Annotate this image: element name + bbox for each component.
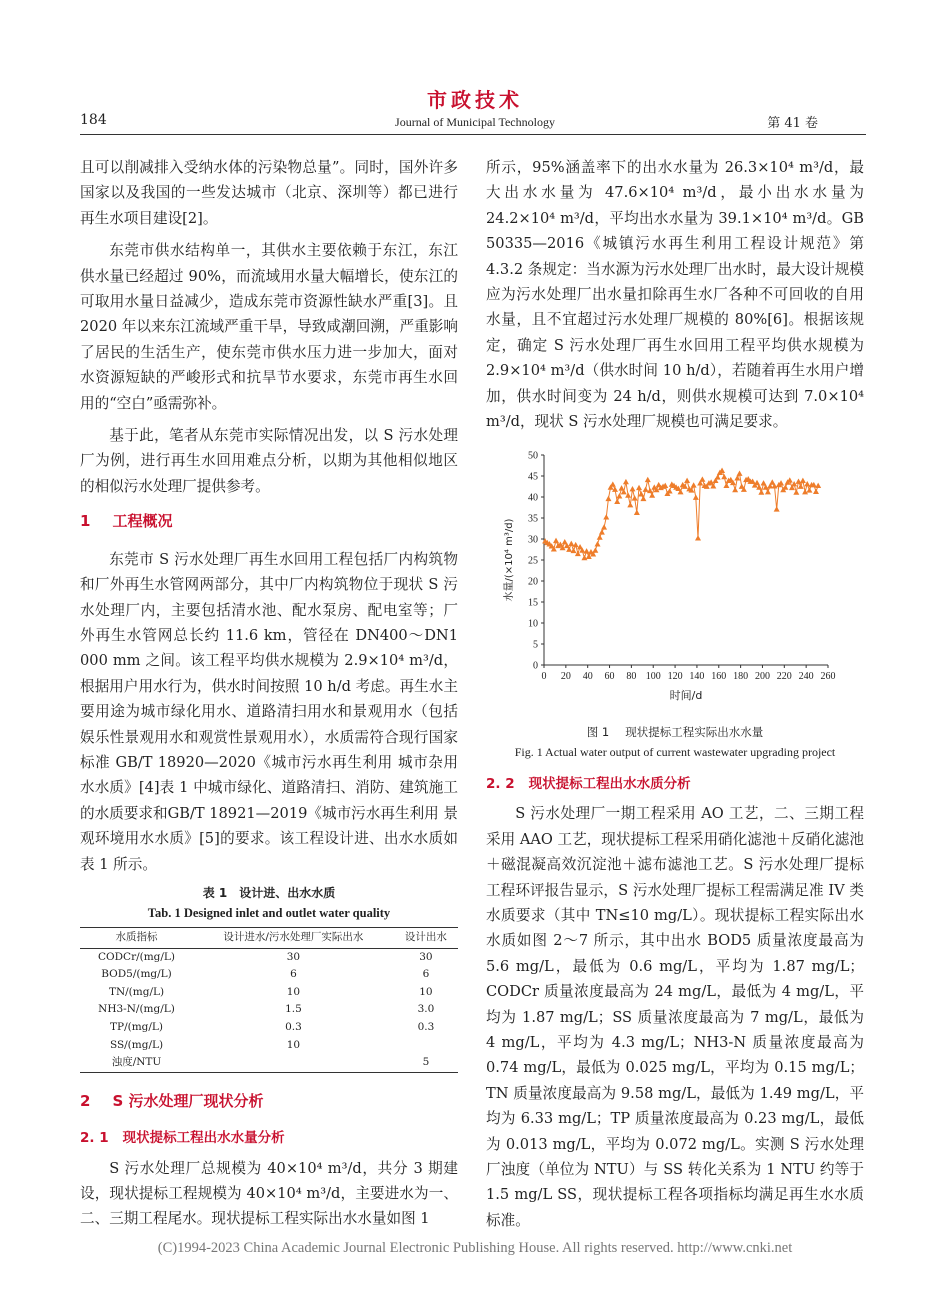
paragraph: 基于此，笔者从东莞市实际情况出发，以 S 污水处理厂为例，进行再生水回用难点分析，以期为其他相似地区的相似污水处理厂提供参考。 xyxy=(80,427,458,495)
section-number: 2 xyxy=(80,1091,91,1110)
table-cell: 1.5 xyxy=(285,1003,302,1016)
y-axis-label: 水量/(×10⁴ m³/d) xyxy=(504,519,515,602)
table-cell: NH3-N/(mg/L) xyxy=(98,1003,175,1016)
section-title: S 污水处理厂现状分析 xyxy=(112,1091,264,1110)
data-point xyxy=(568,541,574,546)
data-point xyxy=(793,490,799,495)
subsection-heading-2-2 xyxy=(486,772,864,797)
y-tick-label: 45 xyxy=(528,471,538,483)
x-tick-label: 120 xyxy=(667,671,683,683)
x-tick-label: 40 xyxy=(582,671,593,683)
table-cell: 10 xyxy=(286,1038,301,1051)
data-point xyxy=(592,548,598,553)
data-point xyxy=(684,478,690,483)
table-row xyxy=(80,948,458,966)
figure-label: 图 1 xyxy=(586,724,610,739)
y-tick-label: 50 xyxy=(528,450,538,462)
table-row xyxy=(80,1019,458,1037)
table-cell: 30 xyxy=(419,950,433,963)
table-cell: BOD5/(mg/L) xyxy=(101,968,172,981)
y-tick-label: 5 xyxy=(533,639,538,651)
table-cell: TN/(mg/L) xyxy=(108,985,165,998)
x-tick-label: 140 xyxy=(689,671,705,683)
subsection-number: 2. 1 xyxy=(80,1130,109,1147)
section-heading-2 xyxy=(80,1089,458,1114)
table-cell: 5 xyxy=(422,1056,430,1069)
x-tick-label: 220 xyxy=(776,671,792,683)
data-point xyxy=(636,485,642,490)
data-point xyxy=(634,510,640,515)
data-point xyxy=(614,499,620,504)
data-point xyxy=(595,542,601,547)
x-tick-label: 80 xyxy=(626,671,637,683)
data-point xyxy=(796,479,802,484)
table-cell: 10 xyxy=(286,985,301,998)
page-number: 184 xyxy=(80,112,107,128)
data-point xyxy=(758,490,764,495)
paragraph: S 污水处理厂一期工程采用 AO 工艺，二、三期工程采用 AAO 工艺，现状提标工程采用硝化滤池＋反硝化滤池＋磁混凝高效沉淀池＋滤布滤池工艺。S 污水处理厂提标工程环评报告显示，S 污水处理厂提标工程需满足准 IV 类水质要求（其中 TN≤10 mg/L）。现状提标工程实际出水水质如图 2～7 所示，其中出水 BOD5 质量浓度最高为 5.6 mg/L，最低为 0.6 mg/L，平均为 1.87 mg/L；CODCr 质量浓度最高为 24 mg/L，最低为 4 mg/L，平均为 1.87 mg/L；SS 质量浓度最高为 7 mg/L，最低为 4 mg/L，平均为 4.3 mg/L；NH3-N 质量浓度最高为 0.74 mg/L，最低为 0.025 mg/L，平均为 0.15 mg/L；TN 质量浓度最高为 9.58 mg/L，最低为 1.49 mg/L，平均为 6.33 mg/L；TP 质量浓度最高为 0.23 mg/L，最低为 0.013 mg/L，平均为 0.072 mg/L。实测 S 污水处理厂浊度（单位为 NTU）与 SS 转化关系为 1 NTU 约等于 1.5 mg/L SS，现状提标工程各项指标均满足再生水水质标准。 xyxy=(486,805,864,1229)
data-point xyxy=(601,525,607,530)
data-point xyxy=(774,507,780,512)
data-point xyxy=(627,502,633,507)
data-point xyxy=(610,482,616,487)
table-cell xyxy=(193,1054,394,1072)
data-point xyxy=(691,483,697,488)
table-row xyxy=(80,984,458,1002)
data-point xyxy=(815,483,821,488)
data-point xyxy=(597,535,603,540)
data-point xyxy=(603,515,609,520)
y-tick-label: 40 xyxy=(528,492,538,504)
section-number: 1 xyxy=(80,512,91,531)
table-cell: 浊度/NTU xyxy=(111,1056,162,1069)
paragraph: 且可以削减排入受纳水体的污染物总量”。同时，国外许多国家以及我国的一些发达城市（北京、深圳等）都已进行再生水项目建设[2]。 xyxy=(80,159,458,227)
y-tick-label: 15 xyxy=(528,597,538,609)
table-header: 设计出水 xyxy=(404,930,447,943)
data-point xyxy=(640,496,646,501)
table-cell: 0.3 xyxy=(285,1020,302,1033)
table-row xyxy=(80,966,458,984)
data-point xyxy=(553,538,559,543)
data-point xyxy=(723,483,729,488)
data-point xyxy=(693,495,699,500)
table-cell: 6 xyxy=(422,968,430,981)
data-point xyxy=(737,471,743,476)
x-tick-label: 240 xyxy=(798,671,814,683)
y-tick-label: 30 xyxy=(528,534,538,546)
data-point xyxy=(605,496,611,501)
paragraph: 东莞市 S 污水处理厂再生水回用工程包括厂内构筑物和厂外再生水管网两部分，其中厂内构筑物位于现状 S 污水处理厂内，主要包括清水池、配水泵房、配电室等；厂外再生水管网总长约 11.6 km，管径在 DN400～DN1 000 mm 之间。该工程平均供水规模为 2.9×10⁴ m³/d，根据用户用水行为，供水时间按照 10 h/d 考虑。再生水主要用途为城市绿化用水、道路清扫用水和景观用水（包括娱乐性景观用水和观赏性景观用水），水质需符合现行国家标准 GB/T 18920—2020《城市污水再生利用 城市杂用水水质》[4]表 1 中城市绿化、道路清扫、消防、建筑施工的水质要求和GB/T 18921—2019《城市污水再生利用 景观环境用水水质》[5]的要求。该工程设计进、出水水质如表 1 所示。 xyxy=(80,550,458,873)
journal-logo: 市政技术 xyxy=(427,88,523,112)
data-point xyxy=(699,477,705,482)
y-tick-label: 10 xyxy=(528,618,538,630)
data-point xyxy=(765,489,771,494)
paragraph: 东莞市供水结构单一，其供水主要依赖于东江，东江供水量已经超过 90%，而流域用水量大幅增长，使东江的可取用水量日益减少，造成东莞市资源性缺水严重[3]。且 2020 年以来东江流域严重干旱，导致咸潮回溯，严重影响了居民的生活生产，使东莞市供水压力进一步加大，面对水资源短缺的严峻形式和抗旱节水要求，东莞市再生水回用的“空白”亟需弥补。 xyxy=(80,242,458,412)
x-tick-label: 60 xyxy=(604,671,615,683)
y-tick-label: 0 xyxy=(533,660,538,672)
figure-caption-text: 现状提标工程实际出水水量 xyxy=(625,724,764,739)
table-row xyxy=(80,1054,458,1072)
table-cell: 6 xyxy=(290,968,297,981)
data-point xyxy=(581,555,587,560)
paragraph: S 污水处理厂总规模为 40×10⁴ m³/d，共分 3 期建设，现状提标工程规模为 40×10⁴ m³/d，主要进水为一、二、三期工程尾水。现状提标工程实际出水水量如图 1 xyxy=(80,1159,458,1228)
x-tick-label: 100 xyxy=(645,671,661,683)
data-point xyxy=(813,489,819,494)
header-rule xyxy=(80,134,866,135)
table-row xyxy=(80,1001,458,1019)
y-tick-label: 35 xyxy=(528,513,538,525)
data-point xyxy=(632,496,638,501)
data-point xyxy=(800,478,806,483)
subsection-title: 现状提标工程出水水质分析 xyxy=(528,775,691,792)
data-point xyxy=(584,549,590,554)
water-output-chart xyxy=(486,443,864,711)
data-point xyxy=(643,487,649,492)
x-tick-label: 180 xyxy=(733,671,749,683)
data-point xyxy=(599,530,605,535)
section-heading-1 xyxy=(80,509,458,534)
table-caption: 表 1 设计进、出水水质 xyxy=(202,885,336,900)
data-point xyxy=(695,536,701,541)
table-cell xyxy=(394,1037,458,1055)
water-quality-table xyxy=(80,927,458,1073)
table-row xyxy=(80,1037,458,1055)
figure-caption xyxy=(486,722,864,742)
table-cell: SS/(mg/L) xyxy=(109,1038,164,1051)
data-point xyxy=(649,493,655,498)
table-cell: CODCr/(mg/L) xyxy=(97,950,176,963)
data-point xyxy=(732,487,738,492)
x-tick-label: 260 xyxy=(820,671,836,683)
table-cell: TP/(mg/L) xyxy=(110,1020,163,1033)
table-cell: 30 xyxy=(286,950,301,963)
copyright-footer: (C)1994-2023 China Academic Journal Electronic Publishing House. All rights reserved. http://www.cnki.net xyxy=(157,1240,793,1256)
data-point xyxy=(715,475,721,480)
table-caption-en: Tab. 1 Designed inlet and outlet water quality xyxy=(147,905,391,920)
table-cell: 10 xyxy=(419,985,433,998)
y-tick-label: 25 xyxy=(528,555,538,567)
subsection-title: 现状提标工程出水水量分析 xyxy=(122,1130,285,1147)
data-point xyxy=(629,486,635,491)
volume-label: 第 41 卷 xyxy=(767,116,818,131)
paragraph: 所示，95%涵盖率下的出水水量为 26.3×10⁴ m³/d，最大出水水量为 47.6×10⁴ m³/d，最小出水水量为 24.2×10⁴ m³/d，平均出水水量为 39.1×10⁴ m³/d。GB 50335—2016《城镇污水再生利用工程设计规范》第 4.3.2 条规定：当水源为污水处理厂出水时，最大设计规模应为污水处理厂出水量扣除再生水厂各种不可回收的自用水量，且不宜超过污水处理厂规模的 80%[6]。根据该规定，确定 S 污水处理厂再生水回用工程平均供水规模为 2.9×10⁴ m³/d（供水时间 10 h/d），若随着再生水用户增加，供水时间变为 24 h/d，则供水规模可达到 7.0×10⁴ m³/d，现状 S 污水处理厂规模也可满足要求。 xyxy=(486,159,864,431)
table-header: 设计进水/污水处理厂实际出水 xyxy=(223,930,364,943)
figure-caption-en: Fig. 1 Actual water output of current wastewater upgrading project xyxy=(514,744,836,759)
table-header-row xyxy=(80,927,458,948)
subsection-number: 2. 2 xyxy=(486,775,515,792)
table-header: 水质指标 xyxy=(115,930,158,943)
y-tick-label: 20 xyxy=(528,576,538,588)
x-tick-label: 0 xyxy=(541,671,547,683)
subsection-heading-2-1 xyxy=(80,1126,458,1151)
journal-name: Journal of Municipal Technology xyxy=(395,115,555,129)
data-point xyxy=(573,542,579,547)
data-point xyxy=(645,477,651,482)
series-line xyxy=(545,471,818,558)
data-point xyxy=(570,548,576,553)
right-column xyxy=(486,155,864,1240)
data-point xyxy=(798,484,804,489)
x-tick-label: 200 xyxy=(754,671,770,683)
section-title: 工程概况 xyxy=(112,512,173,531)
table-cell: 0.3 xyxy=(417,1020,435,1033)
x-tick-label: 160 xyxy=(711,671,727,683)
data-point xyxy=(806,488,812,493)
data-point xyxy=(623,479,629,484)
table-cell: 3.0 xyxy=(417,1003,435,1016)
x-axis-label: 时间/d xyxy=(669,689,703,703)
x-tick-label: 20 xyxy=(560,671,571,683)
left-column xyxy=(80,155,458,1239)
